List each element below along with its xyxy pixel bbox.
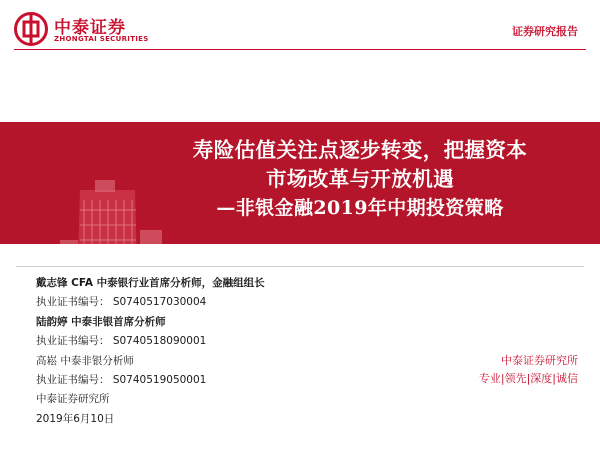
report-date: 2019年6月10日 (36, 412, 115, 425)
header (0, 0, 600, 56)
report-type-label: 证券研究报告 (512, 25, 578, 38)
author-license: 执业证书编号： S0740519050001 (36, 373, 207, 386)
logo-english-name: ZHONGTAI SECURITIES (54, 35, 149, 43)
title-subtitle: —非银金融2019年中期投资策略 (216, 197, 504, 219)
author-line: 戴志锋 CFA 中泰银行业首席分析师，金融组组长 (36, 277, 265, 289)
zhongtai-logo-icon (14, 12, 48, 46)
author-line: 高崧 中泰非银分析师 (36, 354, 134, 367)
logo-chinese-name: 中泰证券 (54, 18, 126, 38)
title-line-1: 寿险估值关注点逐步转变，把握资本 (192, 138, 528, 162)
research-institute: 中泰证券研究所 (36, 393, 110, 406)
company-logo (14, 10, 154, 48)
author-line: 陆韵婷 中泰非银首席分析师 (36, 315, 166, 328)
institute-block (479, 352, 578, 388)
title-line-2: 市场改革与开放机遇 (265, 167, 455, 191)
author-list (36, 274, 265, 429)
header-divider (14, 49, 586, 50)
institute-name: 中泰证券研究所 (501, 354, 578, 367)
author-license: 执业证书编号： S0740517030004 (36, 296, 207, 309)
content-divider (16, 266, 584, 267)
report-title (120, 136, 600, 223)
author-license: 执业证书编号： S0740518090001 (36, 335, 207, 348)
institute-slogan: 专业|领先|深度|诚信 (478, 372, 578, 385)
